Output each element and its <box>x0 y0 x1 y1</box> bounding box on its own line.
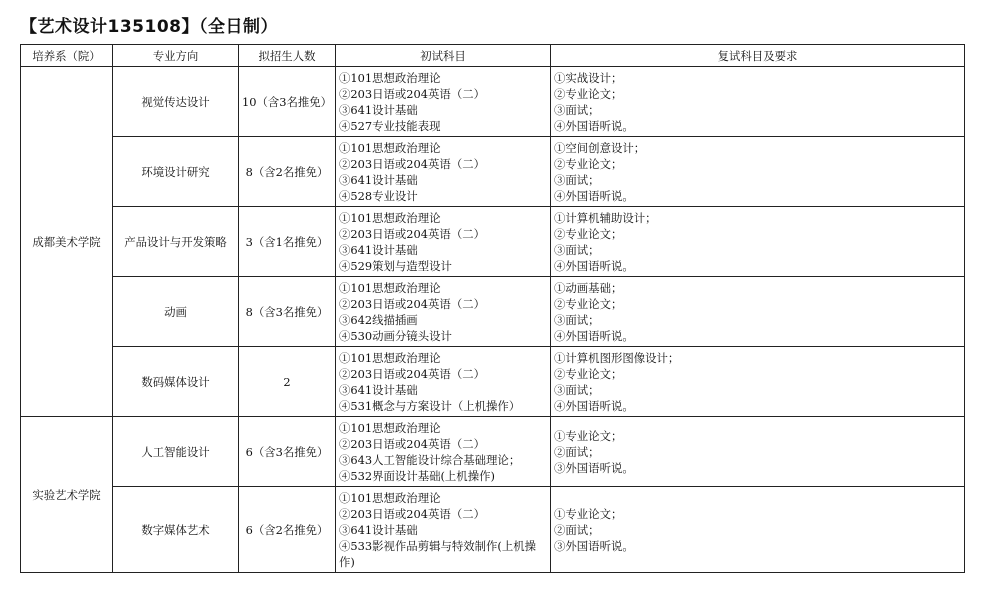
header-quota: 拟招生人数 <box>239 45 336 67</box>
retest-item: ②专业论文； <box>554 366 623 381</box>
retest-item: ③面试； <box>554 102 600 117</box>
direction-cell: 数码媒体设计 <box>113 347 239 417</box>
retest-item: ①专业论文； <box>554 428 623 443</box>
quota-cell: 8（含2名推免） <box>239 137 336 207</box>
quota-cell: 8（含3名推免） <box>239 277 336 347</box>
exam-item: ③641设计基础 <box>339 172 418 187</box>
exam-item: ①101思想政治理论 <box>339 280 441 295</box>
table-row <box>21 277 965 347</box>
retest-item: ②面试； <box>554 444 600 459</box>
header-retest: 复试科目及要求 <box>551 45 965 67</box>
table-row <box>21 487 965 573</box>
exam-item: ②203日语或204英语（二） <box>339 156 485 171</box>
exam-item: ④529策划与造型设计 <box>339 258 452 273</box>
exam-item: ③641设计基础 <box>339 102 418 117</box>
exam-item: ③641设计基础 <box>339 522 418 537</box>
retest-item: ②专业论文； <box>554 156 623 171</box>
exam-item: ③643人工智能设计综合基础理论； <box>339 452 521 467</box>
retest-item: ④外国语听说。 <box>554 258 634 273</box>
exam-item: ②203日语或204英语（二） <box>339 436 485 451</box>
admission-table <box>20 44 965 573</box>
retest-item: ③面试； <box>554 172 600 187</box>
retest-item: ①专业论文； <box>554 506 623 521</box>
header-college: 培养系（院） <box>21 45 113 67</box>
exam-cell <box>336 487 551 573</box>
retest-cell <box>551 347 965 417</box>
exam-item: ④527专业技能表现 <box>339 118 441 133</box>
exam-item: ③642线描插画 <box>339 312 418 327</box>
header-row <box>21 45 965 67</box>
table-row <box>21 137 965 207</box>
retest-item: ④外国语听说。 <box>554 328 634 343</box>
exam-item: ①101思想政治理论 <box>339 70 441 85</box>
retest-item: ③外国语听说。 <box>554 460 634 475</box>
exam-item: ④533影视作品剪辑与特效制作(上机操作) <box>339 538 537 569</box>
retest-item: ②专业论文； <box>554 226 623 241</box>
page-title: 【艺术设计135108】（全日制） <box>20 17 278 37</box>
retest-item: ①实战设计； <box>554 70 623 85</box>
quota-cell: 2 <box>239 347 336 417</box>
retest-item: ①动画基础； <box>554 280 623 295</box>
exam-item: ②203日语或204英语（二） <box>339 506 485 521</box>
header-exam: 初试科目 <box>336 45 551 67</box>
exam-cell <box>336 207 551 277</box>
exam-item: ②203日语或204英语（二） <box>339 226 485 241</box>
exam-item: ①101思想政治理论 <box>339 350 441 365</box>
exam-item: ④530动画分镜头设计 <box>339 328 452 343</box>
quota-cell: 10（含3名推免） <box>239 67 336 137</box>
exam-item: ④532界面设计基础(上机操作) <box>339 468 495 483</box>
direction-cell: 视觉传达设计 <box>113 67 239 137</box>
retest-item: ②面试； <box>554 522 600 537</box>
exam-cell <box>336 67 551 137</box>
retest-cell <box>551 137 965 207</box>
college-cell: 成都美术学院 <box>21 67 113 417</box>
table-row <box>21 347 965 417</box>
retest-cell <box>551 207 965 277</box>
exam-item: ④528专业设计 <box>339 188 418 203</box>
table-row <box>21 207 965 277</box>
retest-cell <box>551 67 965 137</box>
exam-item: ③641设计基础 <box>339 242 418 257</box>
exam-item: ③641设计基础 <box>339 382 418 397</box>
exam-cell <box>336 417 551 487</box>
exam-cell <box>336 347 551 417</box>
retest-item: ③面试； <box>554 382 600 397</box>
retest-item: ①计算机辅助设计； <box>554 210 657 225</box>
exam-item: ④531概念与方案设计（上机操作） <box>339 398 521 413</box>
retest-item: ④外国语听说。 <box>554 118 634 133</box>
college-cell: 实验艺术学院 <box>21 417 113 573</box>
quota-cell: 6（含2名推免） <box>239 487 336 573</box>
direction-cell: 动画 <box>113 277 239 347</box>
retest-item: ④外国语听说。 <box>554 398 634 413</box>
retest-item: ③外国语听说。 <box>554 538 634 553</box>
exam-item: ②203日语或204英语（二） <box>339 296 485 311</box>
exam-item: ②203日语或204英语（二） <box>339 86 485 101</box>
quota-cell: 3（含1名推免） <box>239 207 336 277</box>
exam-cell <box>336 277 551 347</box>
retest-cell <box>551 417 965 487</box>
retest-item: ①计算机图形图像设计； <box>554 350 680 365</box>
exam-item: ①101思想政治理论 <box>339 210 441 225</box>
retest-item: ②专业论文； <box>554 86 623 101</box>
header-direction: 专业方向 <box>113 45 239 67</box>
exam-item: ①101思想政治理论 <box>339 420 441 435</box>
retest-item: ②专业论文； <box>554 296 623 311</box>
retest-item: ③面试； <box>554 312 600 327</box>
retest-item: ③面试； <box>554 242 600 257</box>
retest-cell <box>551 277 965 347</box>
direction-cell: 环境设计研究 <box>113 137 239 207</box>
exam-item: ②203日语或204英语（二） <box>339 366 485 381</box>
table-row <box>21 417 965 487</box>
direction-cell: 数字媒体艺术 <box>113 487 239 573</box>
retest-cell <box>551 487 965 573</box>
exam-item: ①101思想政治理论 <box>339 490 441 505</box>
exam-item: ①101思想政治理论 <box>339 140 441 155</box>
retest-item: ①空间创意设计； <box>554 140 646 155</box>
quota-cell: 6（含3名推免） <box>239 417 336 487</box>
direction-cell: 人工智能设计 <box>113 417 239 487</box>
retest-item: ④外国语听说。 <box>554 188 634 203</box>
exam-cell <box>336 137 551 207</box>
direction-cell: 产品设计与开发策略 <box>113 207 239 277</box>
table-row <box>21 67 965 137</box>
